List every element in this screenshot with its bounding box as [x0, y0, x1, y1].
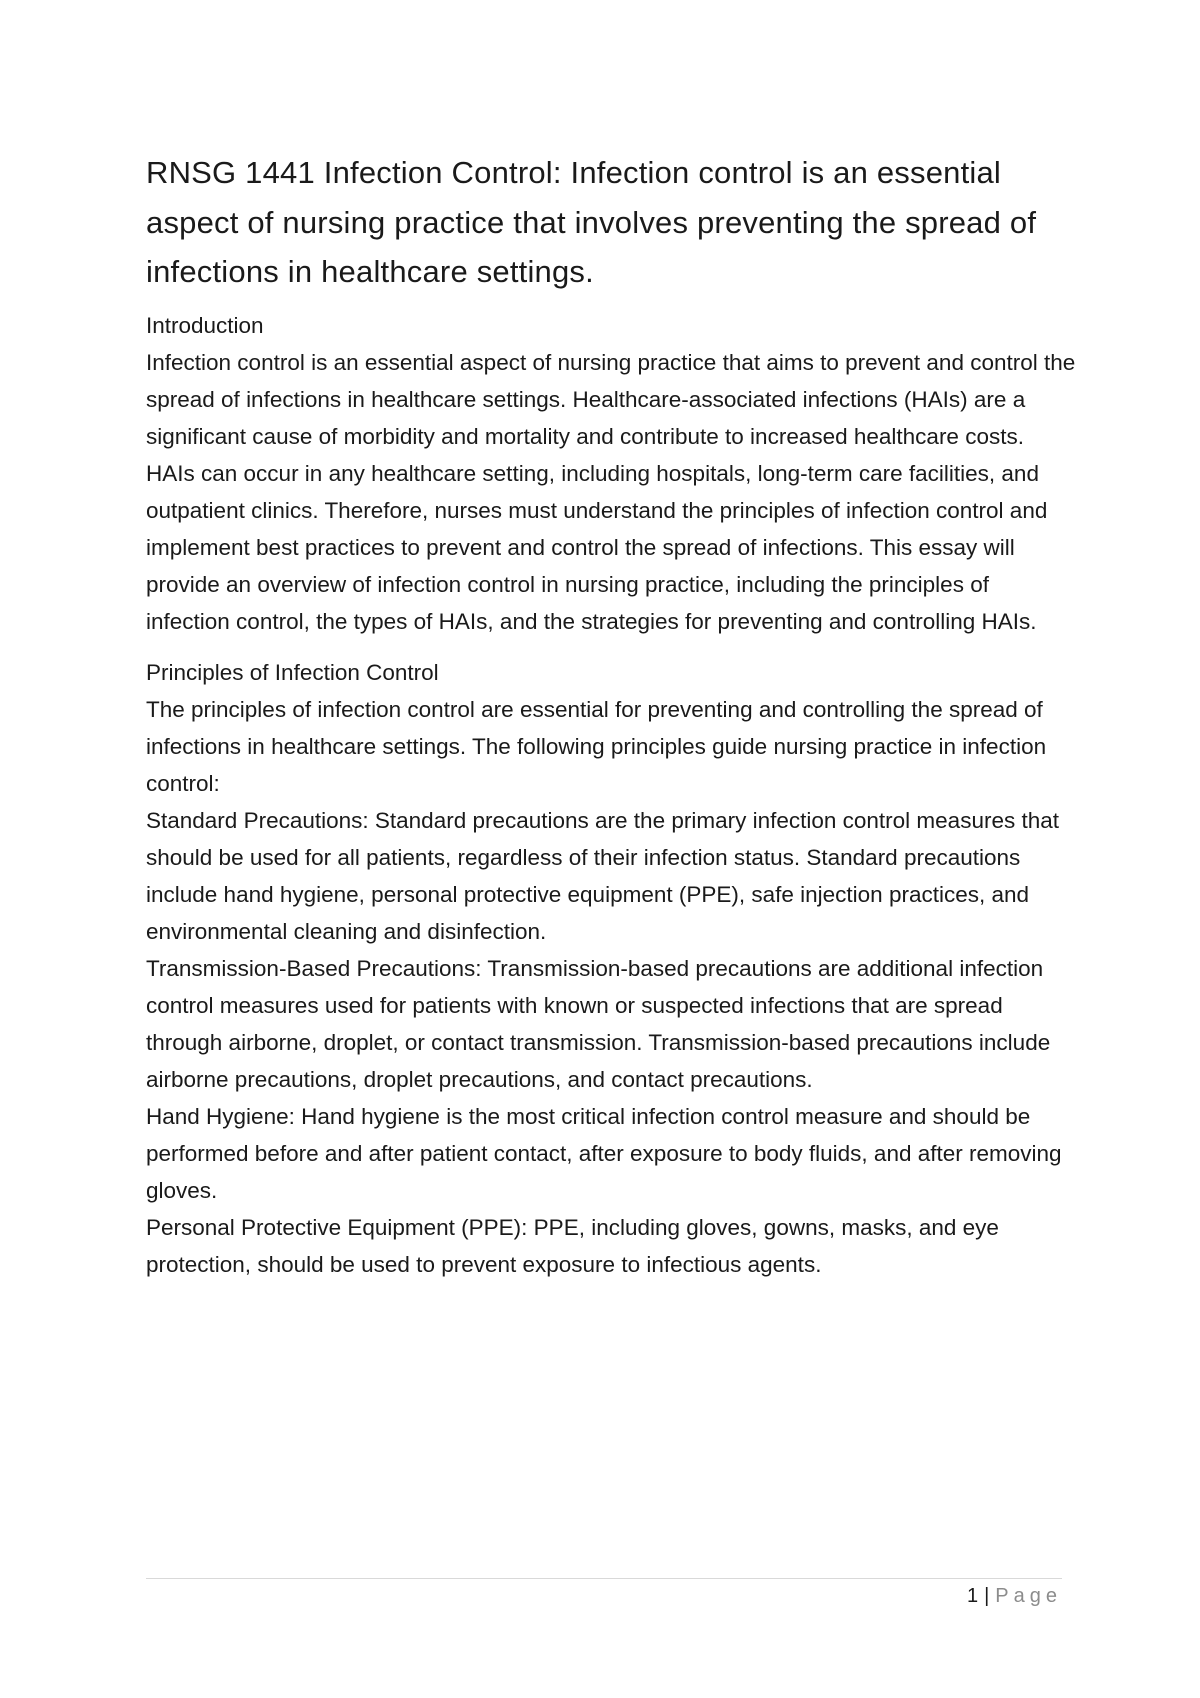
standard-precautions-paragraph: Standard Precautions: Standard precautions are the primary infection control measures that should be used for all patients, regardless of their infection status. Standard precautions include hand hygiene, personal protective equipment (PPE), safe injection practices, and environmental cleaning and disinfection. — [146, 807, 1059, 944]
introduction-paragraph: Infection control is an essential aspect of nursing practice that aims to prevent and control the spread of infections in healthcare settings. Healthcare-associated infections (HAIs) are a significant cause of morbidity and mortality and contribute to increased healthcare costs. HAIs can occur in any healthcare setting, including hospitals, long-term care facilities, and outpatient clinics. Therefore, nurses must understand the principles of infection control and implement best practices to prevent and control the spread of infections. This essay will provide an overview of infection control in nursing practice, including the principles of infection control, the types of HAIs, and the strategies for preventing and controlling HAIs. — [146, 349, 1076, 634]
document-title: RNSG 1441 Infection Control: Infection control is an essential aspect of nursing practice that involves preventing the spread of infections in healthcare settings. — [146, 155, 1037, 289]
principles-paragraph: The principles of infection control are essential for preventing and controlling the spread of infections in healthcare settings. The following principles guide nursing practice in infection control: — [146, 696, 1047, 796]
page-number: 1 — [966, 1585, 979, 1607]
introduction-heading: Introduction — [146, 312, 264, 338]
document-body — [146, 148, 1076, 1283]
ppe-paragraph: Personal Protective Equipment (PPE): PPE, including gloves, gowns, masks, and eye protection, should be used to prevent exposure to infectious agents. — [146, 1214, 999, 1277]
footer-divider — [146, 1578, 1062, 1579]
page-footer — [967, 1585, 1062, 1608]
page-label: Page — [995, 1585, 1062, 1607]
transmission-based-precautions-paragraph: Transmission-Based Precautions: Transmission-based precautions are additional infection control measures used for patients with known or suspected infections that are spread through airborne, droplet, or contact transmission. Transmission-based precautions include airborne precautions, droplet precautions, and contact precautions. — [146, 955, 1051, 1092]
footer-separator: | — [984, 1585, 990, 1607]
principles-heading: Principles of Infection Control — [146, 659, 439, 685]
hand-hygiene-paragraph: Hand Hygiene: Hand hygiene is the most critical infection control measure and should be performed before and after patient contact, after exposure to body fluids, and after removing gloves. — [146, 1103, 1062, 1203]
